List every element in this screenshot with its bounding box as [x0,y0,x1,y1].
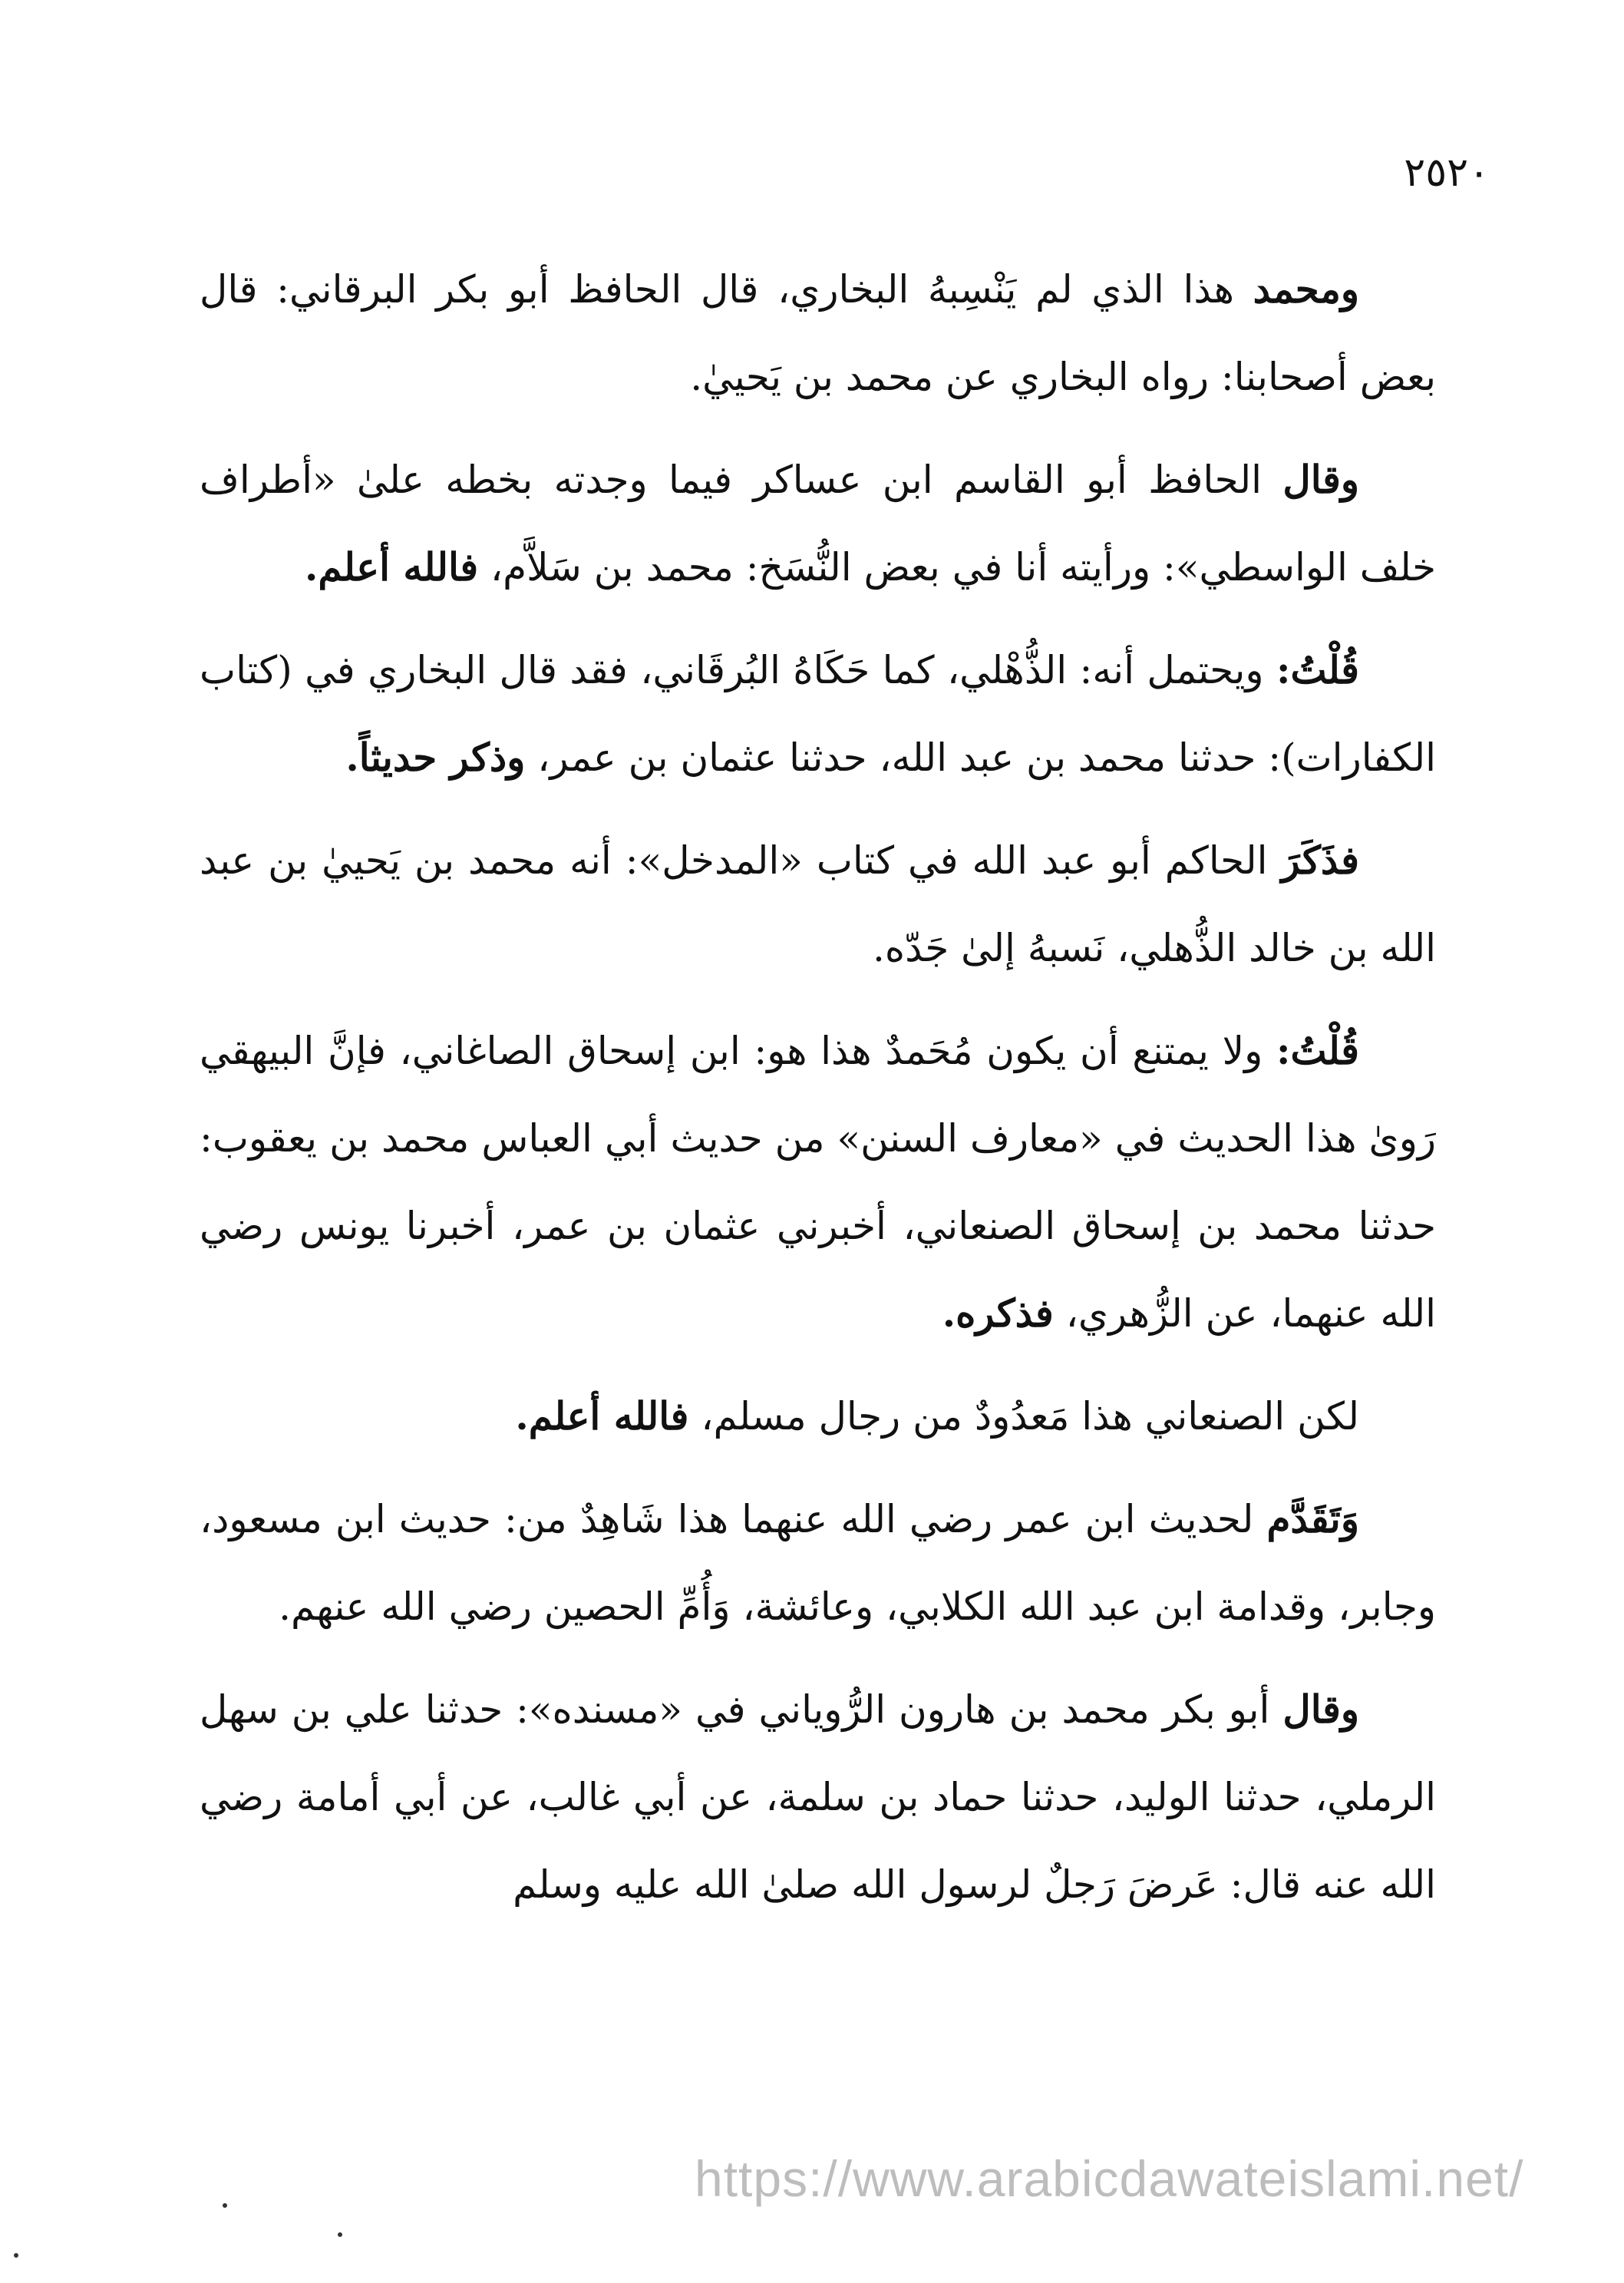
paragraph-lead: قُلْتُ: [1276,647,1359,692]
paragraph-tail: فالله أعلم. [305,544,479,590]
paragraph-text: لكن الصنعاني هذا مَعدُودٌ من رجال مسلم، [688,1394,1359,1439]
body-text [200,246,1436,1944]
paragraph-text: الحاكم أبو عبد الله في كتاب «المدخل»: أنه محمد بن يَحييٰ بن عبد الله بن خالد الذُّهلي، نَسبهُ إلىٰ جَدّه. [200,838,1436,970]
paragraph-lead: وقال [1282,457,1359,502]
paragraph [200,1007,1436,1357]
paragraph-tail: فالله أعلم. [515,1393,689,1439]
paragraph [200,817,1436,992]
paragraph-lead: وقال [1282,1687,1359,1732]
paragraph-text: الحافظ أبو القاسم ابن عساكر فيما وجدته بخطه علىٰ «أطراف خلف الواسطي»: ورأيته أنا في بعض النُّسَخ: محمد بن سَلاَّم، [200,458,1436,590]
paragraph [200,1475,1436,1650]
paragraph-tail: فذكره. [942,1290,1054,1336]
paragraph-lead: وَتَقَدَّم [1266,1496,1359,1541]
page-number: ٢٥٢٠ [1404,150,1490,196]
paragraph-text: أبو بكر محمد بن هارون الرُّوياني في «مسنده»: حدثنا علي بن سهل الرملي، حدثنا الوليد، حدثنا حماد بن سلمة، عن أبي غالب، عن أبي أمامة رضي الله عنه قال: عَرضَ رَجلٌ لرسول الله صلىٰ الله عليه وسلم [200,1687,1436,1907]
paragraph-tail: وذكر حديثاً. [345,735,526,780]
paragraph [200,1373,1436,1460]
paragraph [200,246,1436,421]
scan-speck [14,2253,18,2258]
paragraph-lead: فذَكَرَ [1281,838,1359,883]
paragraph-lead: ومحمد [1253,266,1359,312]
paragraph-text: ويحتمل أنه: الذُّهْلي، كما حَكَاهُ البُرقَاني، فقد قال البخاري في (كتاب الكفارات): حدثنا محمد بن عبد الله، حدثنا عثمان بن عمر، [200,648,1436,780]
paragraph [200,626,1436,801]
paragraph [200,436,1436,611]
paragraph-text: ولا يمتنع أن يكون مُحَمدٌ هذا هو: ابن إسحاق الصاغاني، فإنَّ البيهقي رَوىٰ هذا الحديث في «معارف السنن» من حديث أبي العباس محمد بن يعقوب: حدثنا محمد بن إسحاق الصنعاني، أخبرني عثمان بن عمر، أخبرنا يونس رضي الله عنهما، عن الزُّهري، [200,1029,1436,1336]
scan-speck [338,2232,342,2237]
scan-speck [223,2203,227,2208]
website-watermark: https://www.arabicdawateislami.net/ [695,2150,1524,2207]
paragraph-text: هذا الذي لم يَنْسِبهُ البخاري، قال الحافظ أبو بكر البرقاني: قال بعض أصحابنا: رواه البخاري عن محمد بن يَحييٰ. [200,267,1436,399]
paragraph [200,1666,1436,1928]
paragraph-lead: قُلْتُ: [1276,1028,1359,1073]
paragraph-text: لحديث ابن عمر رضي الله عنهما هذا شَاهِدٌ من: حديث ابن مسعود، وجابر، وقدامة ابن عبد الله الكلابي، وعائشة، وَأُمِّ الحصين رضي الله عنهم. [200,1497,1436,1629]
